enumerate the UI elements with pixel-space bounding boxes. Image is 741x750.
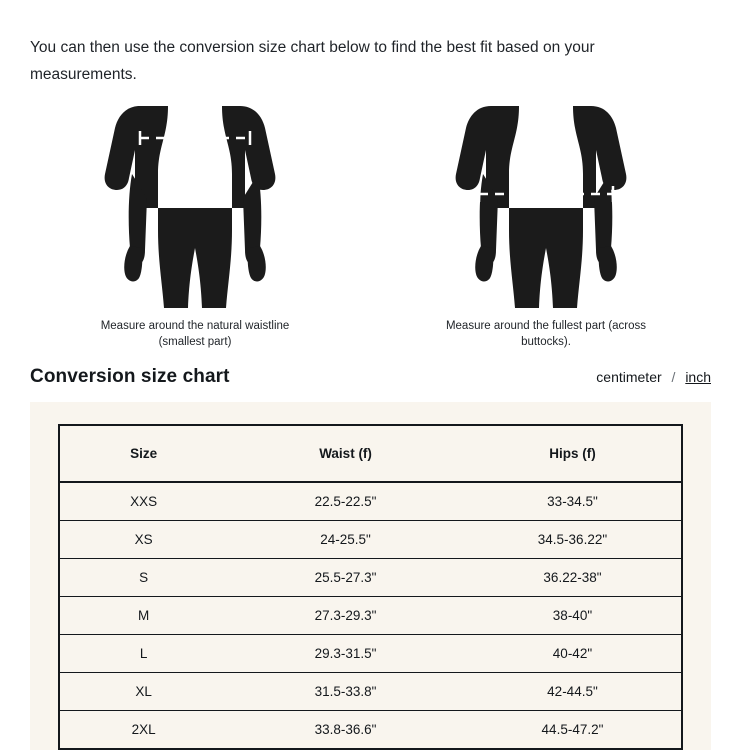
size-chart-container	[30, 402, 711, 750]
cell-hips: 36.22-38"	[464, 559, 682, 597]
cell-hips: 33-34.5"	[464, 482, 682, 521]
cell-waist: 29.3-31.5"	[227, 635, 464, 673]
table-row	[59, 673, 682, 711]
cell-hips: 34.5-36.22"	[464, 521, 682, 559]
cell-size: M	[59, 597, 227, 635]
cell-waist: 22.5-22.5"	[227, 482, 464, 521]
hips-figure-image	[431, 109, 661, 309]
table-row	[59, 521, 682, 559]
table-row	[59, 711, 682, 750]
cell-size: L	[59, 635, 227, 673]
cell-size: 2XL	[131, 722, 156, 738]
measurement-figures	[0, 103, 741, 350]
cell-waist: 24-25.5"	[227, 521, 464, 559]
hips-figure	[381, 109, 711, 350]
cell-waist: 25.5-27.3"	[227, 559, 464, 597]
unit-inch-option[interactable]: inch	[685, 369, 711, 386]
cell-size: XS	[59, 521, 227, 559]
column-header-size: Size	[59, 425, 227, 482]
waist-figure	[30, 109, 360, 350]
unit-toggle	[596, 369, 711, 385]
column-header-hips: Hips (f)	[464, 425, 682, 482]
cell-hips: 42-44.5"	[464, 673, 682, 711]
cell-hips: 40-42"	[464, 635, 682, 673]
waist-body-illustration	[80, 104, 310, 309]
cell-size: S	[59, 559, 227, 597]
cell-waist: 33.8-36.6"	[314, 722, 377, 738]
cell-waist: 27.3-29.3"	[227, 597, 464, 635]
unit-centimeter-option[interactable]: centimeter	[596, 369, 662, 386]
table-row	[59, 635, 682, 673]
waist-figure-image	[80, 109, 310, 309]
cell-size: XXS	[59, 482, 227, 521]
intro-paragraph: You can then use the conversion size chart below to find the best fit based on your measurements.	[30, 38, 595, 83]
cell-size: XL	[59, 673, 227, 711]
waist-figure-caption: Measure around the natural waistline (smallest part)	[100, 320, 290, 348]
hips-body-illustration	[431, 104, 661, 309]
hips-figure-caption: Measure around the fullest part (across buttocks).	[445, 320, 647, 348]
chart-title: Conversion size chart	[30, 366, 230, 388]
column-header-waist: Waist (f)	[227, 425, 464, 482]
table-row	[59, 559, 682, 597]
table-row	[59, 482, 682, 521]
size-chart-table	[58, 424, 683, 750]
cell-waist: 31.5-33.8"	[227, 673, 464, 711]
table-row	[59, 597, 682, 635]
cell-hips: 44.5-47.2"	[541, 722, 604, 738]
chart-header	[0, 350, 741, 388]
unit-separator: /	[671, 369, 676, 386]
cell-hips: 38-40"	[464, 597, 682, 635]
table-header-row	[59, 425, 682, 482]
